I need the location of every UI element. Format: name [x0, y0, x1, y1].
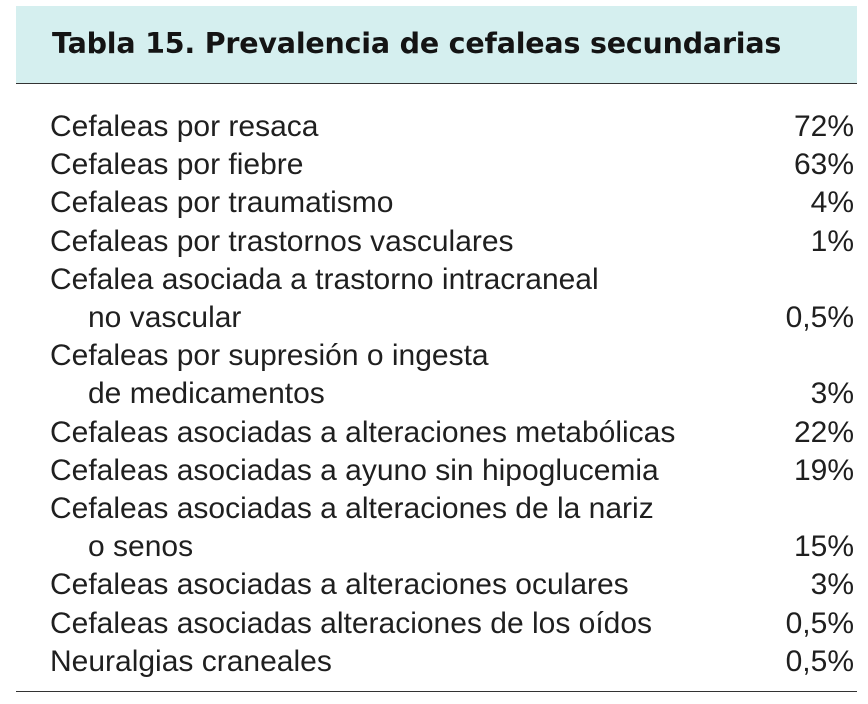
- row-value: 4%: [810, 186, 854, 220]
- row-label: Cefaleas por trastornos vasculares: [50, 224, 514, 258]
- row-value: 3%: [810, 568, 854, 602]
- row-label: Cefaleas por fiebre: [50, 148, 304, 182]
- row-value: 0,5%: [785, 644, 854, 678]
- row-value: 1%: [810, 224, 854, 258]
- row-label: [16, 337, 857, 413]
- table-row: [16, 490, 857, 566]
- table-row: [16, 184, 857, 222]
- row-label-line2: no vascular: [88, 301, 242, 335]
- row-label: Cefaleas por resaca: [50, 110, 319, 143]
- prevalence-table: [16, 108, 857, 681]
- row-value: 3%: [810, 377, 854, 411]
- table-row: [16, 452, 857, 490]
- table-row: [16, 337, 857, 413]
- table-header: [16, 6, 857, 84]
- row-value: 0,5%: [785, 606, 854, 640]
- row-label: Cefaleas asociadas a alteraciones metabólicas: [50, 415, 676, 449]
- row-value: 15%: [793, 530, 854, 564]
- table-row: [16, 108, 857, 146]
- row-label-line1: Cefalea asociada a trastorno intracraneal: [50, 262, 599, 296]
- row-label: Neuralgias craneales: [50, 644, 332, 678]
- table-row: [16, 605, 857, 643]
- table-row: [16, 223, 857, 261]
- row-label: Cefaleas asociadas a alteraciones oculares: [50, 568, 629, 602]
- table-title: Tabla 15. Prevalencia de cefaleas secundarias: [52, 27, 782, 60]
- row-label-line1: Cefaleas por supresión o ingesta: [50, 339, 489, 373]
- row-value: 72%: [793, 110, 854, 143]
- row-label-line1: Cefaleas asociadas a alteraciones de la nariz: [50, 492, 654, 526]
- row-label: [16, 261, 857, 337]
- row-value: 22%: [793, 415, 854, 449]
- row-label-line2: o senos: [88, 530, 194, 564]
- bottom-rule: [16, 691, 857, 692]
- row-value: 63%: [793, 148, 854, 182]
- table-row: [16, 643, 857, 681]
- row-label-line2: de medicamentos: [88, 377, 325, 411]
- row-value: 19%: [793, 453, 854, 487]
- row-label: Cefaleas asociadas alteraciones de los oídos: [50, 606, 653, 640]
- table-row: [16, 566, 857, 604]
- row-label: [16, 490, 857, 566]
- table-row: [16, 146, 857, 184]
- row-label: Cefaleas asociadas a ayuno sin hipoglucemia: [50, 453, 659, 487]
- table-row: [16, 261, 857, 337]
- row-value: 0,5%: [785, 301, 854, 335]
- row-label: Cefaleas por traumatismo: [50, 186, 394, 220]
- table-row: [16, 414, 857, 452]
